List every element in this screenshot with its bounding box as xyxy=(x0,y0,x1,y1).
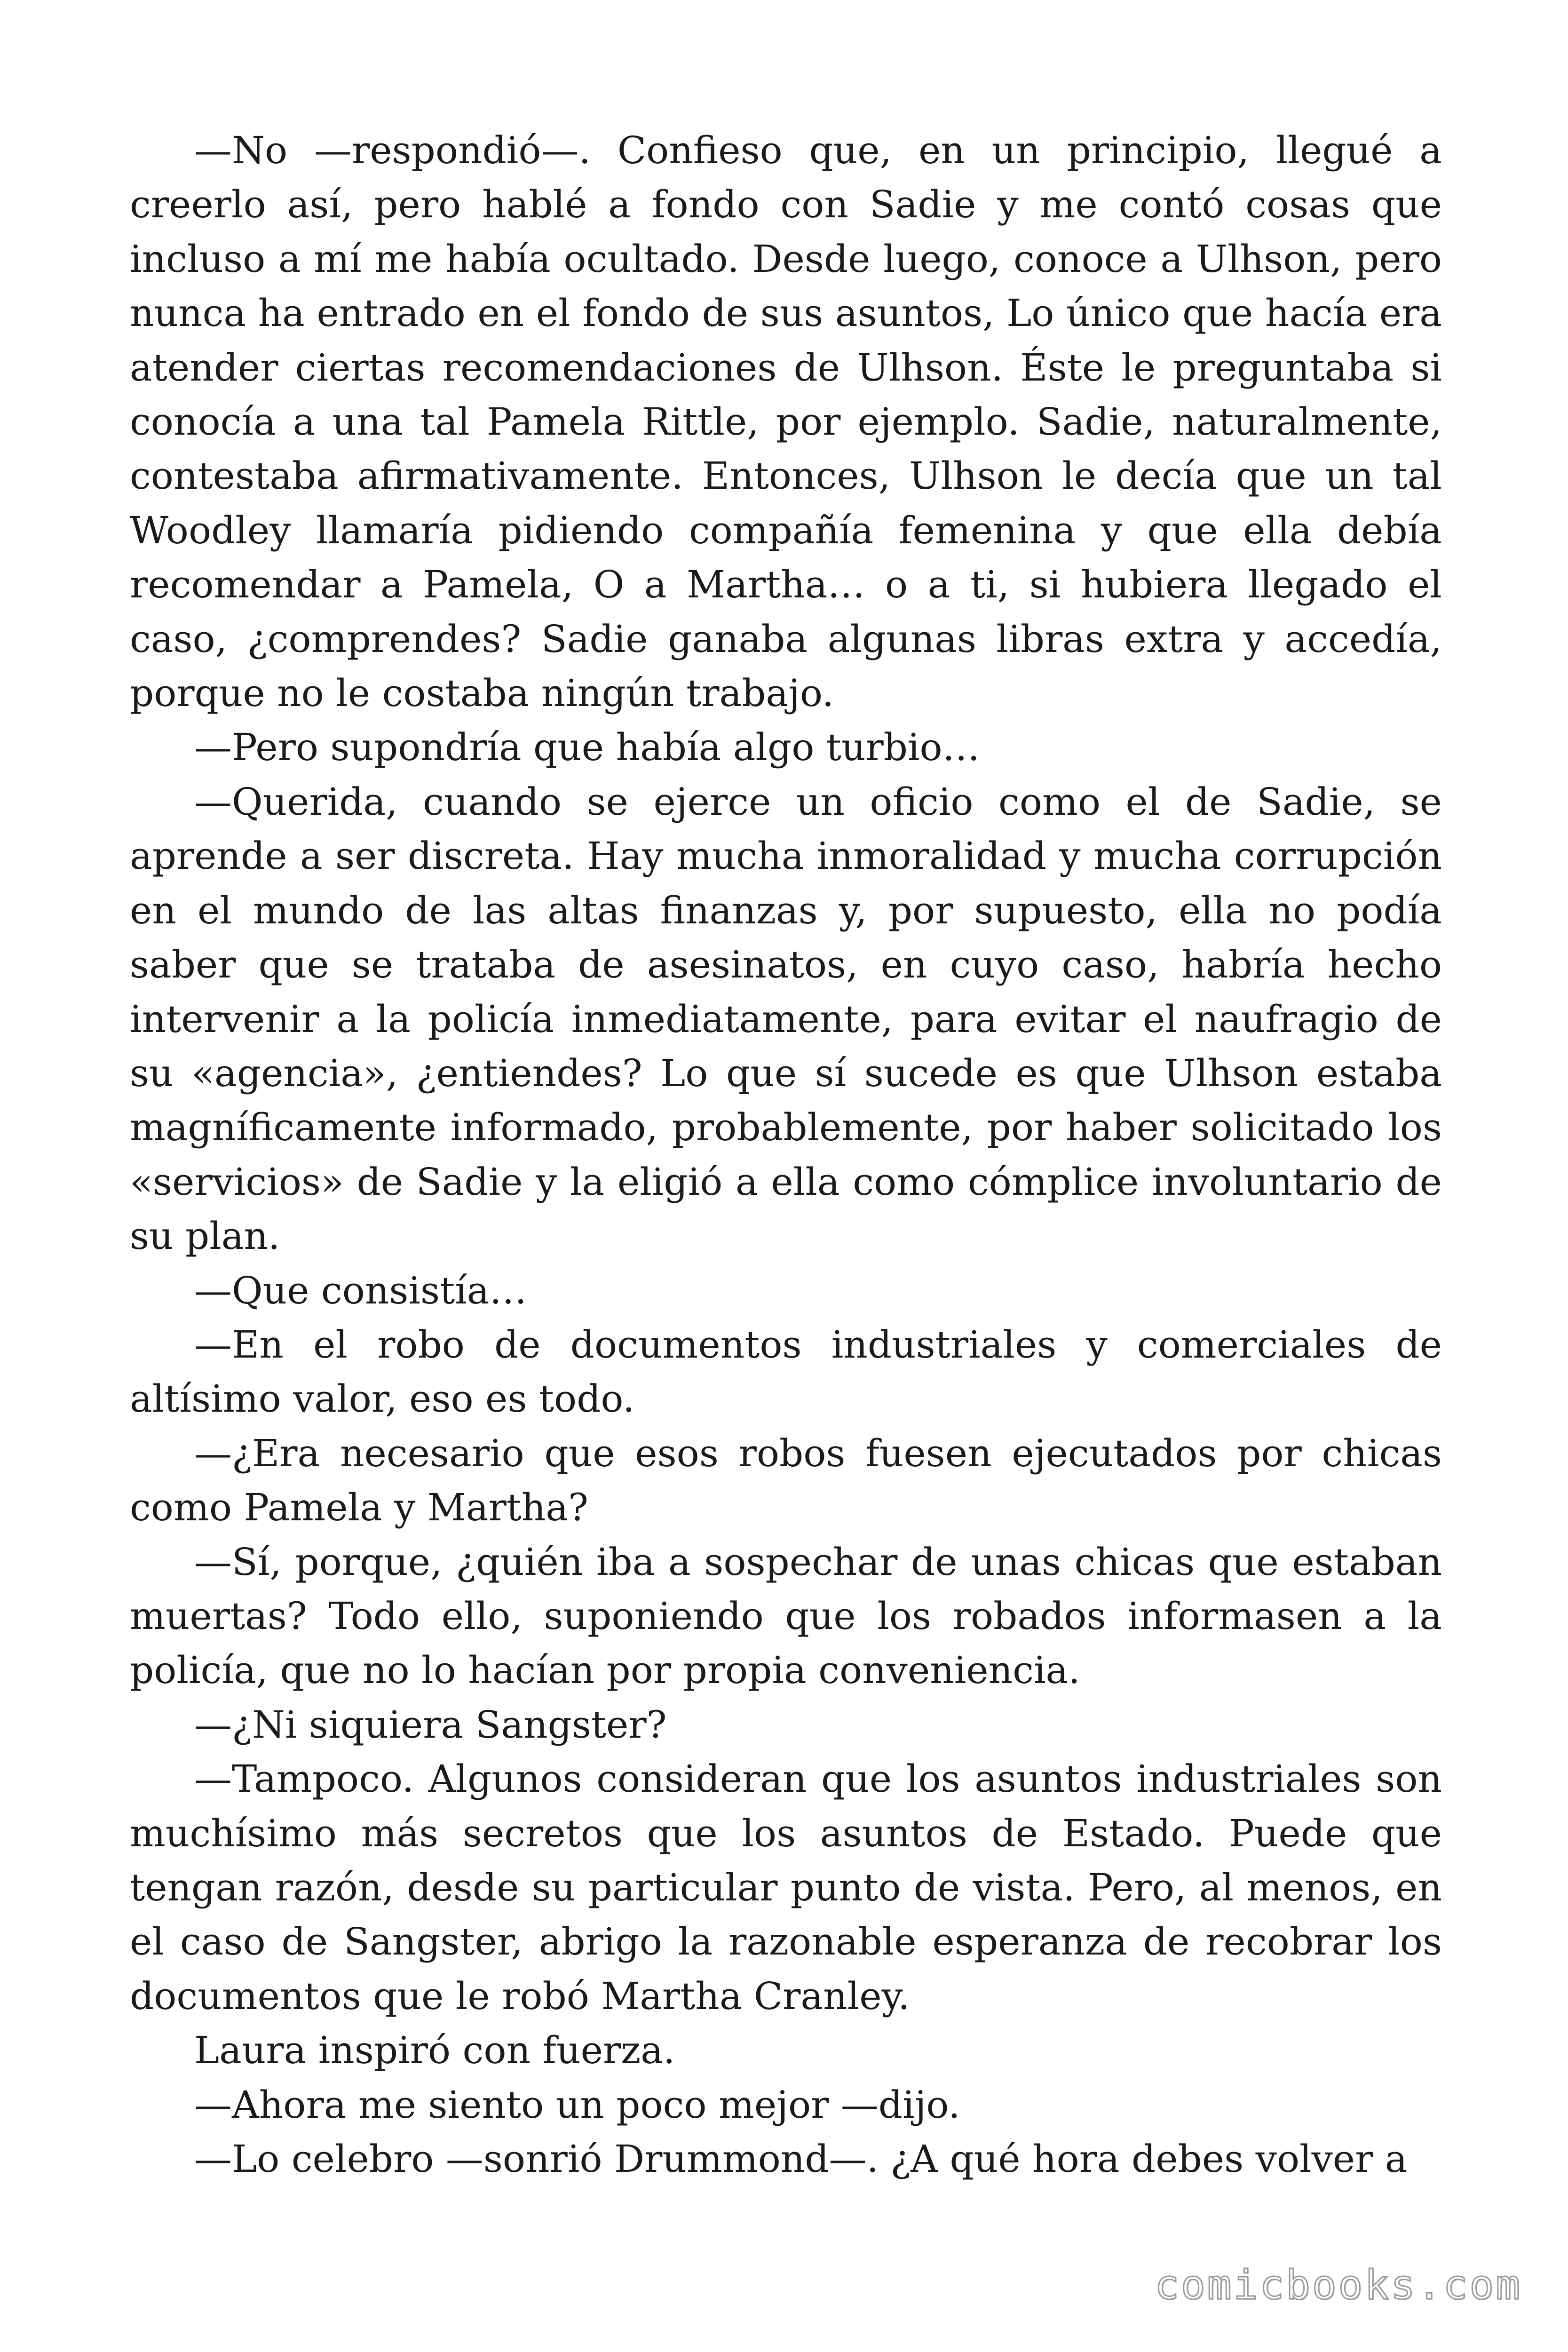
paragraph: —Tampoco. Algunos consideran que los asuntos industriales son muchísimo más secretos que los asuntos de Estado. Puede que tengan razón, desde su particular punto de vista. Pero, al menos, en el caso de Sangster, abrigo la razonable esperanza de recobrar los documentos que le robó Martha Cranley. xyxy=(130,1757,1442,2018)
paragraph: —¿Era necesario que esos robos fuesen ejecutados por chicas como Pamela y Martha? xyxy=(130,1431,1442,1530)
paragraph: —No —respondió—. Confieso que, en un principio, llegué a creerlo así, pero hablé a fondo con Sadie y me contó cosas que incluso a mí me había ocultado. Desde luego, conoce a Ulhson, pero nunca ha entrado en el fondo de sus asuntos, Lo único que hacía era atender ciertas recomendaciones de Ulhson. Éste le preguntaba si conocía a una tal Pamela Rittle, por ejemplo. Sadie, naturalmente, contestaba afirmativamente. Entonces, Ulhson le decía que un tal Woodley llamaría pidiendo compañía femenina y que ella debía recomendar a Pamela, O a Martha… o a ti, si hubiera llegado el caso, ¿comprendes? Sadie ganaba algunas libras extra y accedía, porque no le costaba ningún trabajo. xyxy=(130,128,1442,715)
watermark: comicbooks.com xyxy=(1155,2262,1522,2309)
paragraph: —Pero supondría que había algo turbio… xyxy=(194,725,980,770)
paragraph: —¿Ni siquiera Sangster? xyxy=(194,1702,667,1747)
paragraph: —Sí, porque, ¿quién iba a sospechar de unas chicas que estaban muertas? Todo ello, suponiendo que los robados informasen a la policía, que no lo hacían por propia conveniencia. xyxy=(130,1540,1442,1692)
paragraph: —En el robo de documentos industriales y comerciales de altísimo valor, eso es todo. xyxy=(130,1322,1442,1421)
paragraph: —Lo celebro —sonrió Drummond—. ¿A qué hora debes volver a xyxy=(194,2137,1408,2181)
paragraph: —Querida, cuando se ejerce un oficio como el de Sadie, se aprende a ser discreta. Hay mucha inmoralidad y mucha corrupción en el mundo de las altas finanzas y, por supuesto, ella no podía saber que se trataba de asesinatos, en cuyo caso, habría hecho intervenir a la policía inmediatamente, para evitar el naufragio de su «agencia», ¿entiendes? Lo que sí sucede es que Ulhson estaba magníficamente informado, probablemente, por haber solicitado los «servicios» de Sadie y la eligió a ella como cómplice involuntario de su plan. xyxy=(130,779,1442,1258)
paragraph: —Ahora me siento un poco mejor —dijo. xyxy=(194,2082,960,2127)
paragraph: —Que consistía… xyxy=(194,1268,527,1312)
paragraph: Laura inspiró con fuerza. xyxy=(194,2028,675,2073)
page-text xyxy=(130,123,1442,2186)
